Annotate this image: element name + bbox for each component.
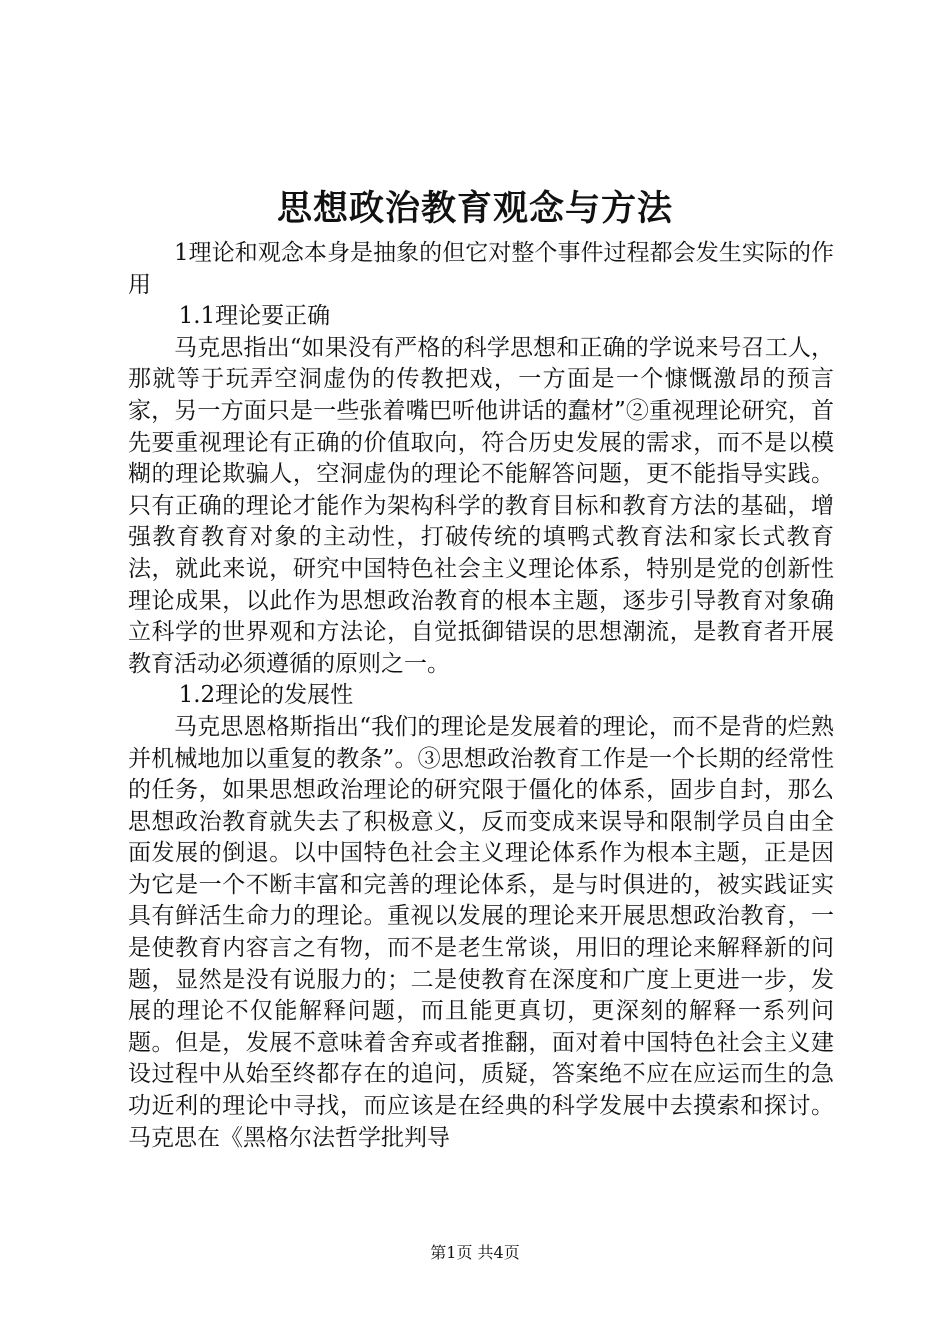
body-paragraph: 马克思指出“如果没有严格的科学思想和正确的学说来号召工人，那就等于玩弄空洞虚伪的传教把戏，一方面是一个慷慨激昂的预言家，另一方面只是一些张着嘴巴听他讲话的蠢材”②重视理论研究，首先要重视理论有正确的价值取向，符合历史发展的需求，而不是以模糊的理论欺骗人，空洞虚伪的理论不能解答问题，更不能指导实践。只有正确的理论才能作为架构科学的教育目标和教育方法的基础，增强教育教育对象的主动性，打破传统的填鸭式教育法和家长式教育法，就此来说，研究中国特色社会主义理论体系，特别是党的创新性理论成果，以此作为思想政治教育的根本主题，逐步引导教育对象确立科学的世界观和方法论，自觉抵御错误的思想潮流，是教育者开展教育活动必须遵循的原则之一。 [128, 334, 834, 677]
page-footer: 第1页 共4页 [430, 1243, 520, 1262]
body-paragraph: 马克思恩格斯指出“我们的理论是发展着的理论，而不是背的烂熟并机械地加以重复的教条”。③思想政治教育工作是一个长期的经常性的任务，如果思想政治理论的研究限于僵化的体系，固步自封，那么思想政治教育就失去了积极意义，反而变成来误导和限制学员自由全面发展的倒退。以中国特色社会主义理论体系作为根本主题，正是因为它是一个不断丰富和完善的理论体系，是与时俱进的，被实践证实具有鲜活生命力的理论。重视以发展的理论来开展思想政治教育，一是使教育内容言之有物，而不是老生常谈，用旧的理论来解释新的问题，显然是没有说服力的；二是使教育在深度和广度上更进一步，发展的理论不仅能解释问题，而且能更真切，更深刻的解释一系列问题。但是，发展不意味着舍弃或者推翻，面对着中国特色社会主义建设过程中从始至终都存在的追问，质疑，答案绝不应在应运而生的急功近利的理论中寻找，而应该是在经典的科学发展中去摸索和探讨。马克思在《黑格尔法哲学批判导 [128, 713, 834, 1151]
document-body [128, 238, 834, 1154]
section-heading-1: 1理论和观念本身是抽象的但它对整个事件过程都会发生实际的作用 [128, 240, 834, 298]
subsection-heading-1-1: 1.1理论要正确 [178, 303, 331, 330]
document-title: 思想政治教育观念与方法 [276, 188, 673, 229]
subsection-heading-1-2: 1.2理论的发展性 [178, 682, 354, 709]
